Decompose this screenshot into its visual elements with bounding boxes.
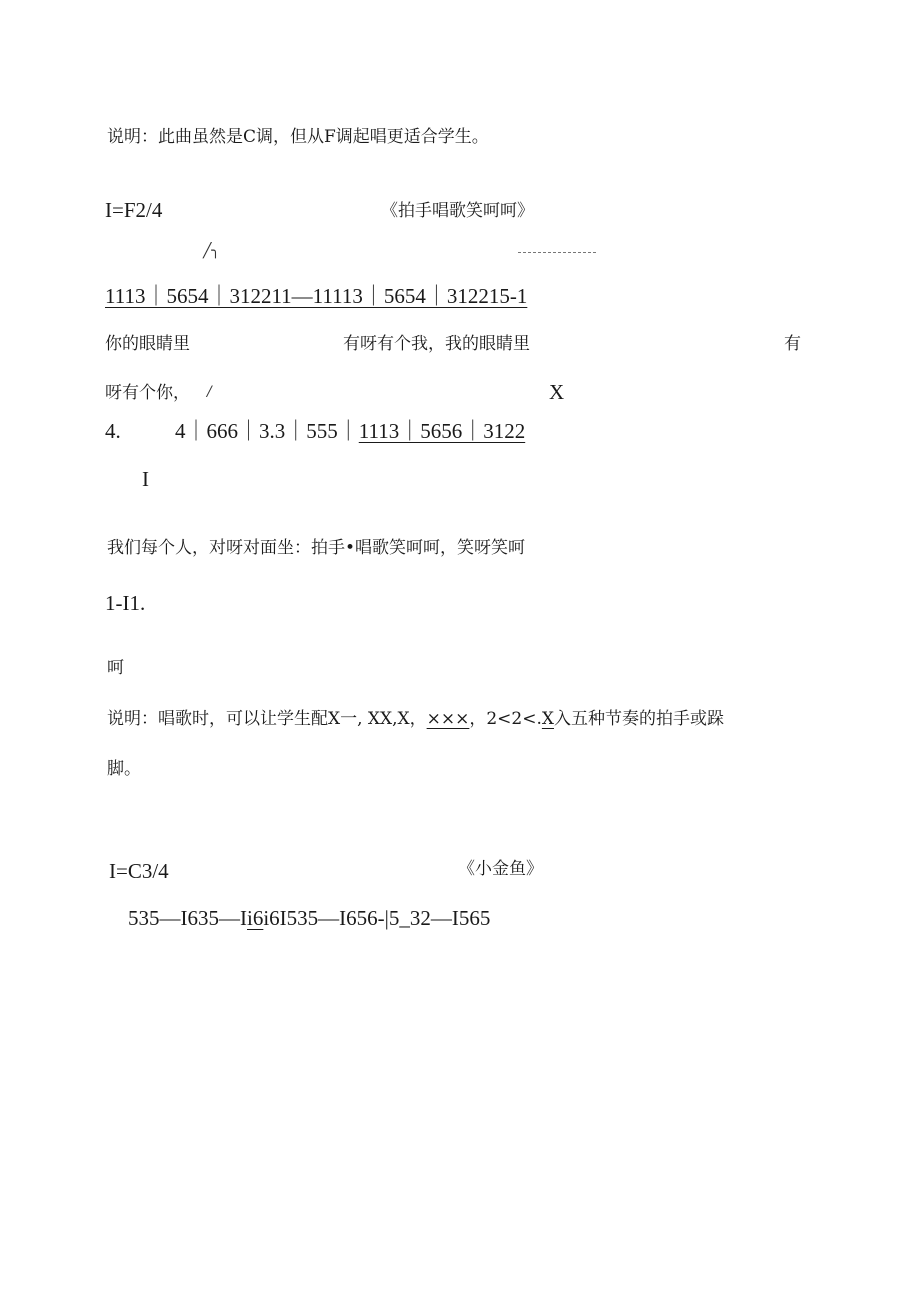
notation-line-3: 1-I1. [105, 591, 146, 615]
rhythm-note-underlined-1: ××× [426, 709, 470, 729]
rhythm-note-prefix: 说明：唱歌时，可以让学生配X一, XX,X， [107, 709, 427, 729]
notation-line-2-start: 4. [105, 419, 121, 443]
dashed-mark [518, 252, 596, 253]
rhythm-note-underlined-2: X [541, 709, 554, 729]
song2-notation-b: i6I535—I656-|5_32—I565 [263, 906, 491, 930]
notation-line-2-plain: 4｜666｜3.3｜555｜ [175, 419, 359, 443]
lyric-line-1c: 有 [784, 334, 801, 354]
rhythm-note-middle: ，2<2<. [469, 709, 542, 729]
song1-key: I=F2/4 [105, 198, 163, 222]
lyric-line-1b: 有呀有个我，我的眼睛里 [343, 334, 530, 354]
lyric-line-1a: 你的眼睛里 [105, 334, 190, 354]
lyric-line-2-x: X [549, 380, 565, 404]
song2-notation-a: 535—I635—I [128, 906, 247, 930]
rhythm-note-continuation: 脚。 [107, 759, 141, 779]
song2-key: I=C3/4 [109, 859, 169, 883]
song2-notation [128, 908, 490, 929]
slur-mark: ╱╮ [203, 243, 220, 259]
lyric-line-4: 呵 [107, 658, 124, 678]
rhythm-note [107, 711, 724, 728]
notation-line-2 [175, 421, 525, 442]
mark-i: I [142, 467, 149, 491]
song1-note: 说明：此曲虽然是C调，但从F调起唱更适合学生。 [107, 127, 489, 147]
song2-title: 《小金鱼》 [458, 859, 543, 879]
lyric-line-3: 我们每个人，对呀对面坐：拍手•唱歌笑呵呵，笑呀笑呵 [107, 538, 526, 558]
notation-line-2-underlined: 1113｜5656｜3122 [358, 419, 526, 443]
lyric-line-2a: 呀有个你， [105, 383, 190, 403]
notation-line-1: 1113｜5654｜312211—11113｜5654｜312215-1 [105, 284, 528, 308]
song1-title: 《拍手唱歌笑呵呵》 [381, 201, 534, 221]
rhythm-note-suffix: 入五种节奏的拍手或跺 [554, 709, 724, 729]
song2-notation-underlined: i6 [247, 906, 264, 930]
lyric-line-2-mark: / [207, 384, 212, 400]
